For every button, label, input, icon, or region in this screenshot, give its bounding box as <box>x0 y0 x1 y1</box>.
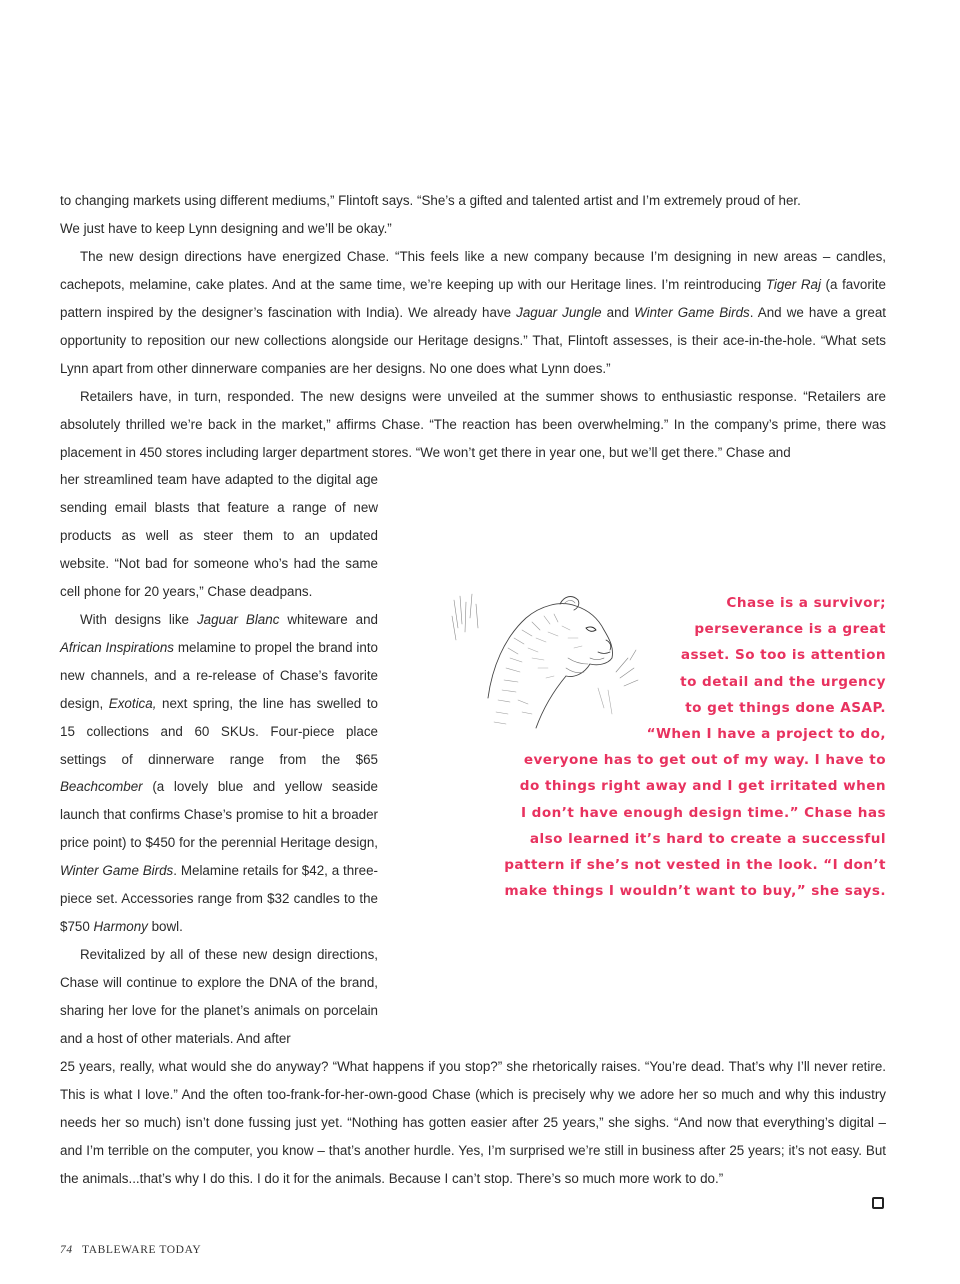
pull-quote-line: pattern if she’s not vested in the look. “I don’t <box>504 857 886 874</box>
publication-name: TABLEWARE TODAY <box>81 1244 202 1256</box>
pull-quote-line: perseverance is a great <box>694 621 886 638</box>
pull-quote-line: to detail and the urgency <box>680 673 886 690</box>
pull-quote-line: I don’t have enough design time.” Chase has <box>520 804 886 821</box>
page-footer <box>60 1244 201 1256</box>
paragraph-5-column: Revitalized by all of these new design directions, Chase will continue to explore the DNA of the brand, sharing her love for the planet’s animals on porcelain and a host of other materials. And after <box>60 947 378 1046</box>
pull-quote-line: also learned it’s hard to create a successful <box>529 830 886 847</box>
pull-quote-line: “When I have a project to do, <box>646 726 886 743</box>
end-of-article-box-icon <box>872 1197 884 1209</box>
pull-quote <box>420 590 886 904</box>
paragraph-1-line-1: to changing markets using different mediums,” Flintoft says. “She’s a gifted and talented artist and I’m extremely proud of her. <box>60 193 801 208</box>
paragraph-2: The new design directions have energized Chase. “This feels like a new company because I’m designing in new areas – candles, cachepots, melamine, cake plates. And at the same time, we’re keeping up with our Heritage lines. I’m reintroducing Tiger Raj (a favorite pattern inspired by the designer’s fascination with India). We already have Jaguar Jungle and Winter Game Birds. And we have a great opportunity to reposition our new collections alongside our Heritage designs.” That, Flintoft assesses, is their ace-in-the-hole. “What sets Lynn apart from other dinnerware companies are her designs. No one does what Lynn does.” <box>60 249 886 376</box>
paragraph-5-full: 25 years, really, what would she do anyway? “What happens if you stop?” she rhetorically raises. “You’re dead. That’s why I’ll never retire. This is what I love.” And the often too-frank-for-her-own-good Chase (which is precisely why we adore her so much and why this industry needs her so much) isn’t done fussing just yet. “Nothing has gotten easier after 25 years,” she sighs. “And now that everything’s digital – and I’m terrible on the computer, you know – that’s another hurdle. Yes, I’m surprised we’re still in business after 25 years; it’s not easy. But the animals...that’s why I do this. I do it for the animals. Because I can’t stop. There’s so much more work to do.” <box>60 1059 886 1186</box>
pull-quote-line: Chase is a survivor; <box>726 595 886 611</box>
paragraph-1-line-2: We just have to keep Lynn designing and we’ll be okay.” <box>60 220 392 236</box>
paragraph-1 <box>60 187 886 243</box>
pull-quote-line: asset. So too is attention <box>680 647 886 664</box>
page-number: 74 <box>60 1244 73 1256</box>
pull-quote-line: do things right away and I get irritated when <box>519 778 886 795</box>
paragraph-3-full: Retailers have, in turn, responded. The new designs were unveiled at the summer shows to enthusiastic response. “Retailers are absolutely thrilled we’re back in the market,” affirms Chase. “The reaction has been overwhelming.” In the company’s prime, there was placement in 450 stores including larger department stores. “We won’t get there in year one, but we’ll get there.” Chase and <box>60 389 886 460</box>
pull-quote-line: everyone has to get out of my way. I have to <box>523 752 886 769</box>
paragraph-3-column: her streamlined team have adapted to the digital age sending email blasts that feature a range of new products as well as steer them to an updated website. “Not bad for someone who’s had the same cell phone for 20 years,” Chase deadpans. <box>60 472 378 599</box>
paragraph-4: With designs like Jaguar Blanc whiteware and African Inspirations melamine to propel the brand into new channels, and a re-release of Chase’s favorite design, Exotica, next spring, the line has swelled to 15 collections and 60 SKUs. Four-piece place settings of dinnerware range from the $65 Beachcomber (a lovely blue and yellow seaside launch that confirms Chase’s promise to hit a broader price point) to $450 for the perennial Heritage design, Winter Game Birds. Melamine retails for $42, a three-piece set. Accessories range from $32 candles to the $750 Harmony bowl. <box>60 612 379 934</box>
pull-quote-line: make things I wouldn’t want to buy,” she says. <box>504 883 886 900</box>
pull-quote-line: to get things done ASAP. <box>685 699 886 716</box>
